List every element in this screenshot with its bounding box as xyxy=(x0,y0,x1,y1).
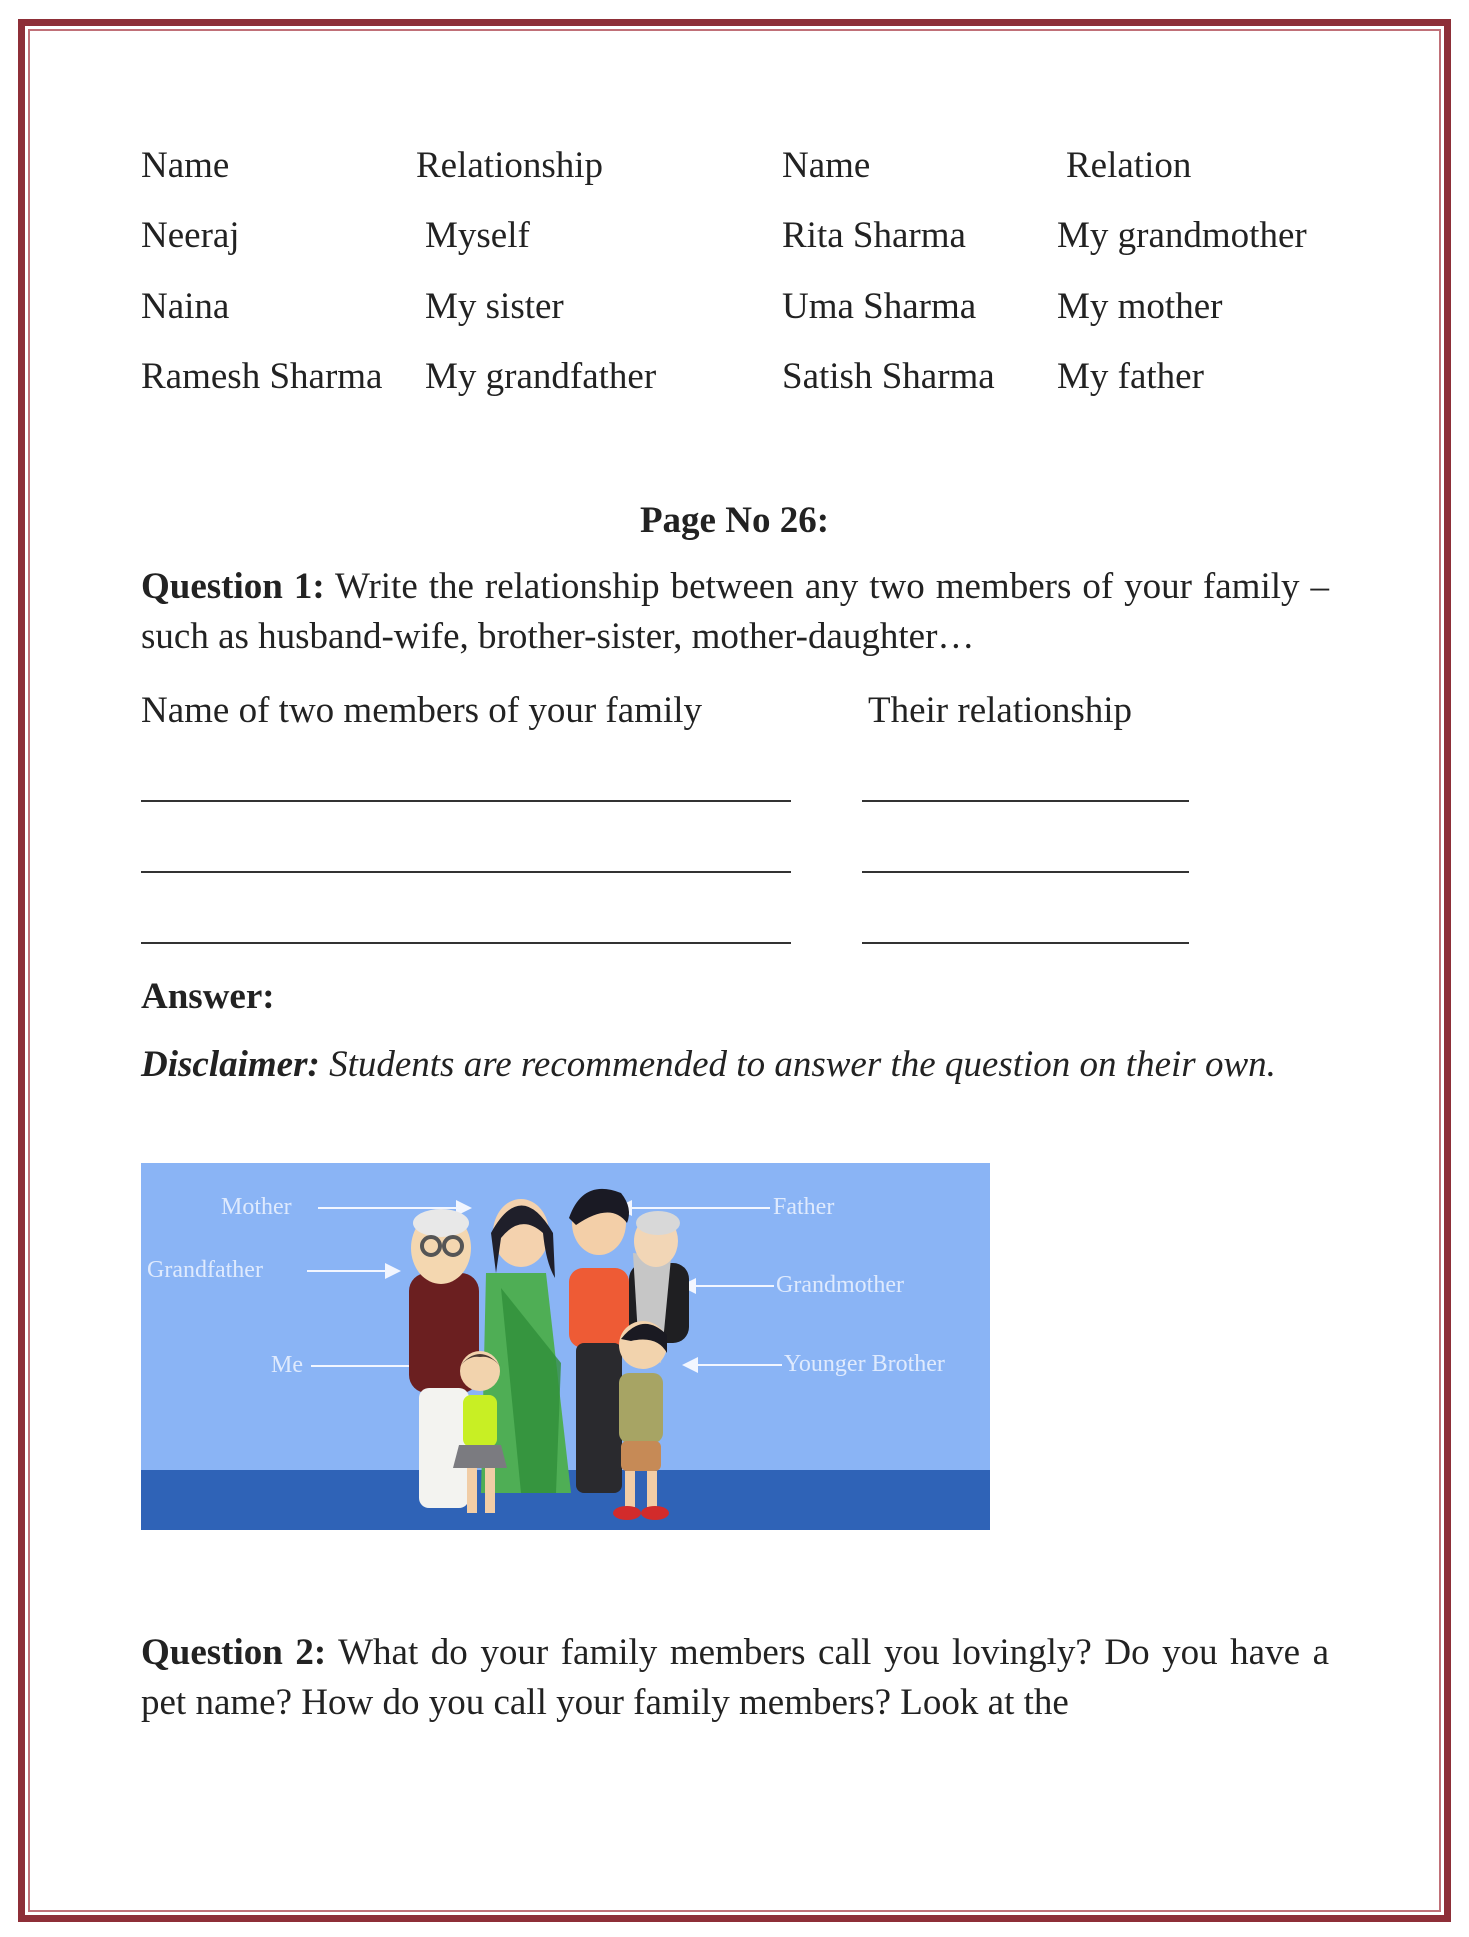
question-2-text: What do your family members call you lovingly? Do you have a pet name? How do you call your family members? Look at the xyxy=(141,1632,1329,1723)
answer-label: Answer: xyxy=(141,976,275,1017)
label-grandmother: Grandmother xyxy=(776,1272,904,1298)
family-figures xyxy=(371,1163,771,1530)
blank-line-relationship-2[interactable] xyxy=(862,871,1189,873)
table-cell: Myself xyxy=(425,215,530,256)
table-cell: Satish Sharma xyxy=(782,356,995,397)
question-2 xyxy=(141,1628,1329,1728)
table-header-relation: Relation xyxy=(1066,145,1192,186)
table-cell: My grandfather xyxy=(425,356,657,397)
disclaimer xyxy=(141,1040,1329,1090)
younger-brother-figure xyxy=(613,1321,669,1520)
table-cell: My grandmother xyxy=(1057,215,1307,256)
table-header-name-1: Name xyxy=(141,145,230,186)
question-1 xyxy=(141,562,1329,662)
question-2-label: Question 2: xyxy=(141,1632,327,1673)
blank-line-relationship-3[interactable] xyxy=(862,942,1189,944)
table-cell: Rita Sharma xyxy=(782,215,966,256)
blank-line-name-2[interactable] xyxy=(141,871,791,873)
blank-line-name-1[interactable] xyxy=(141,800,791,802)
table-cell: Neeraj xyxy=(141,215,240,256)
table-cell: My sister xyxy=(425,286,564,327)
table-cell: Ramesh Sharma xyxy=(141,356,383,397)
blank-line-relationship-1[interactable] xyxy=(862,800,1189,802)
page-heading: Page No 26: xyxy=(639,500,830,541)
table-cell: Uma Sharma xyxy=(782,286,977,327)
label-mother: Mother xyxy=(221,1194,292,1220)
table-cell: My mother xyxy=(1057,286,1223,327)
question-1-text: Write the relationship between any two members of your family – such as husband-wife, brother-sister, mother-daughter… xyxy=(141,566,1330,657)
label-grandfather: Grandfather xyxy=(147,1257,263,1283)
column-label-relationship: Their relationship xyxy=(868,690,1133,731)
disclaimer-text: Students are recommended to answer the question on their own. xyxy=(329,1044,1276,1085)
question-1-label: Question 1: xyxy=(141,566,325,607)
label-father: Father xyxy=(773,1194,835,1220)
table-header-name-2: Name xyxy=(782,145,871,186)
table-header-relationship: Relationship xyxy=(416,145,604,186)
table-cell: Naina xyxy=(141,286,230,327)
blank-line-name-3[interactable] xyxy=(141,942,791,944)
disclaimer-label: Disclaimer: xyxy=(141,1044,320,1085)
table-cell: My father xyxy=(1057,356,1204,397)
label-me: Me xyxy=(271,1352,303,1378)
family-illustration xyxy=(141,1163,990,1530)
label-younger-brother: Younger Brother xyxy=(784,1351,945,1377)
column-label-names: Name of two members of your family xyxy=(141,690,703,731)
